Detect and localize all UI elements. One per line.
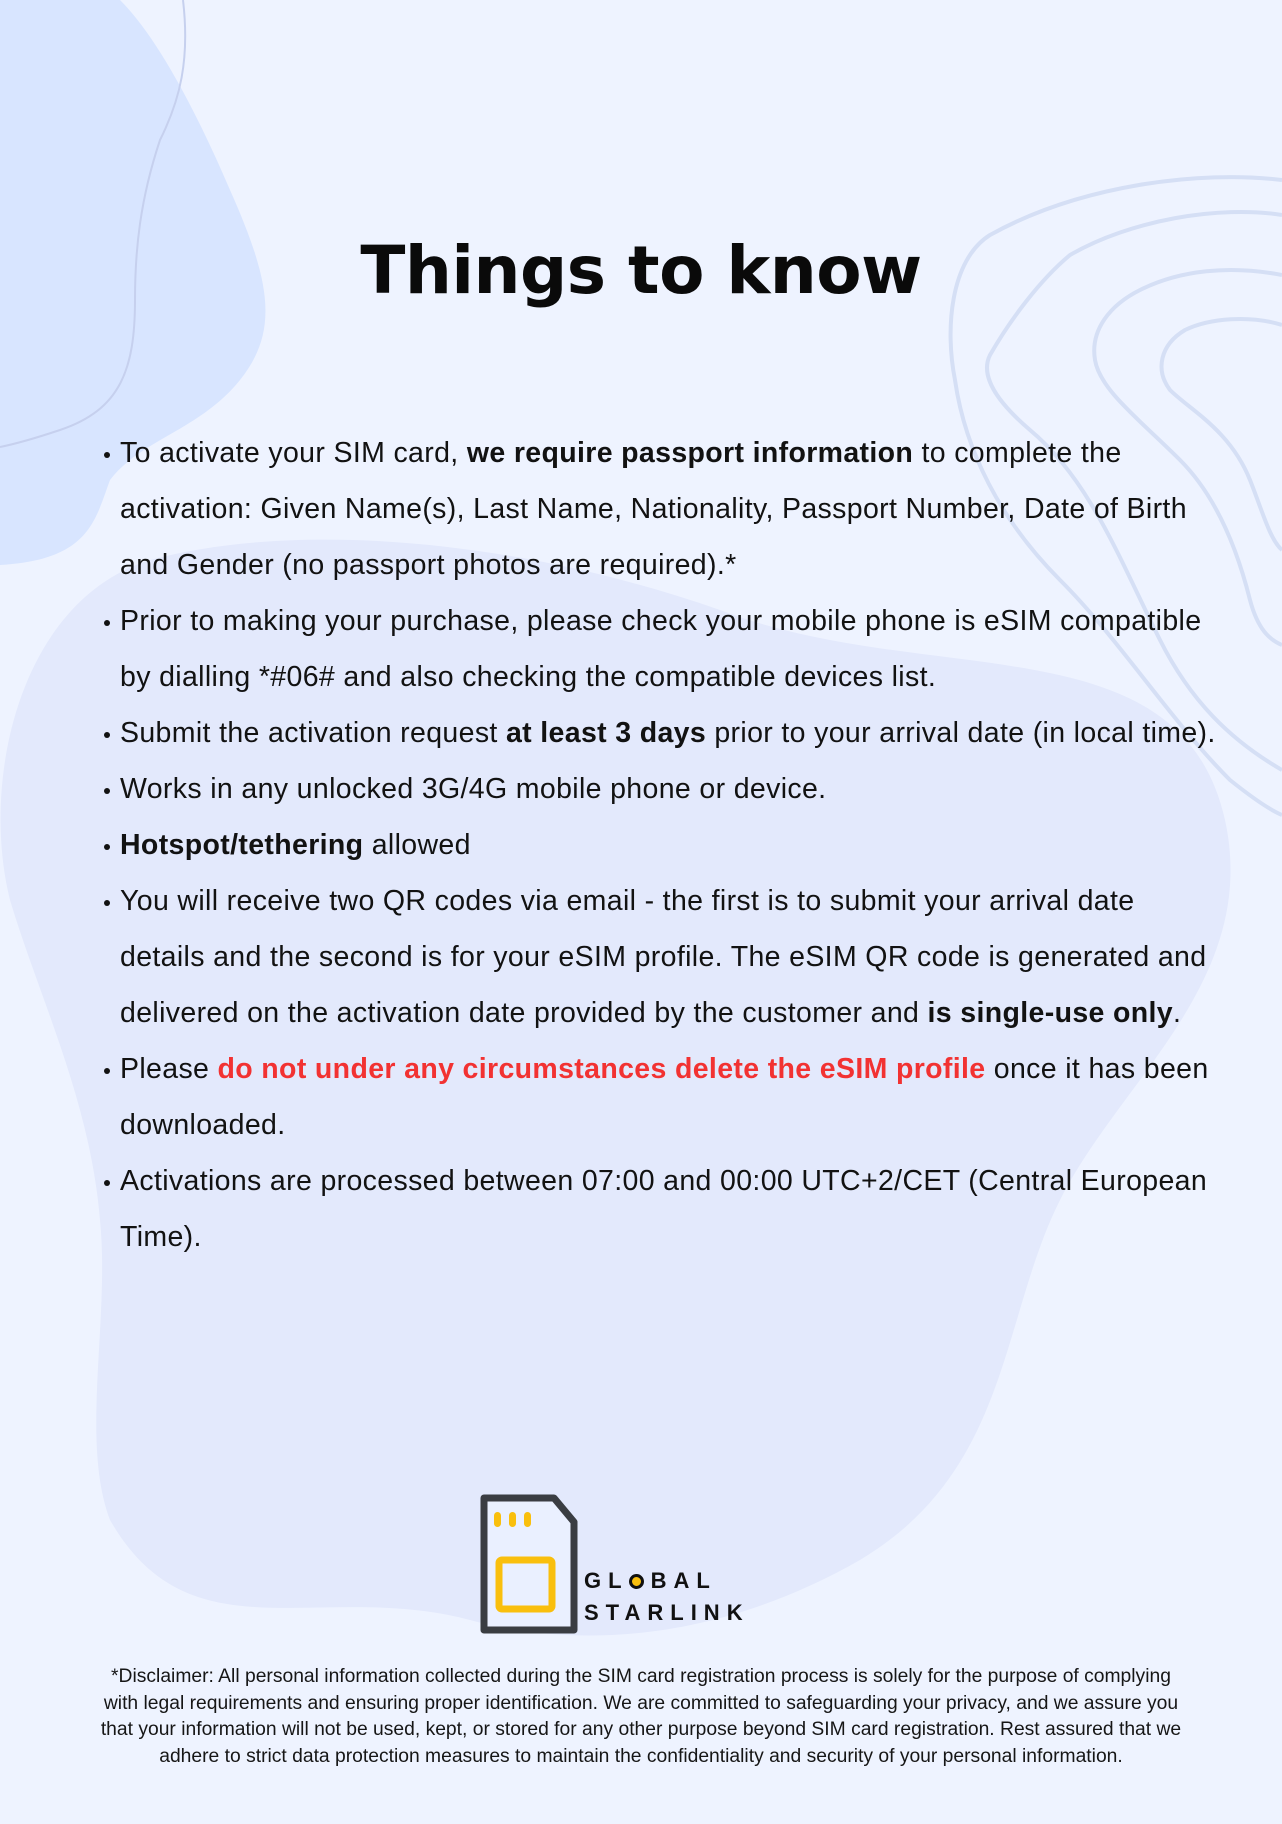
list-item [102,705,1222,761]
list-item [102,817,1222,873]
list-item [102,1153,1222,1265]
page-title: Things to know [360,232,922,309]
item-text: once it has been downloaded. [120,1053,1209,1141]
brand-logo [478,1494,748,1634]
item-text: Activations are processed between 07:00 and 00:00 UTC+2/CET (Central European Time). [120,1165,1208,1253]
item-text-bold: at least 3 days [505,717,707,749]
list-item [102,1041,1222,1153]
item-text: You will receive two QR codes via email - the first is to submit your arrival date details and the second is for your eSIM profile. The eSIM QR code is generated and delivered on the activation date provided by the customer and [120,885,1207,1029]
item-text: Prior to making your purchase, please check your mobile phone is eSIM compatible by dialling *#06# and also checking the compatible devices list. [120,605,1202,693]
logo-dot-o-icon [629,1574,644,1589]
item-text-bold: Hotspot/tethering [120,829,364,861]
info-list [102,425,1222,1265]
item-text: To activate your SIM card, [120,437,467,469]
list-item [102,593,1222,705]
logo-line-2: STARLINK [584,1600,750,1625]
logo-text-prefix: GL [584,1568,629,1593]
list-item [102,873,1222,1041]
item-text: prior to your arrival date (in local time). [706,717,1216,749]
list-item [102,761,1222,817]
item-text: allowed [363,829,471,861]
item-text: Submit the activation request [120,717,506,749]
sim-card-icon [478,1494,580,1634]
logo-text-suffix: BAL [650,1568,717,1593]
item-text-warning: do not under any circumstances delete the eSIM profile [217,1053,986,1085]
item-text: Works in any unlocked 3G/4G mobile phone or device. [120,773,827,805]
item-text: . [1172,997,1182,1029]
list-item [102,425,1222,593]
item-text: Please [120,1053,218,1085]
item-text-bold: we require passport information [466,437,914,469]
item-text-bold: is single-use only [927,997,1173,1029]
disclaimer-text: *Disclaimer: All personal information collected during the SIM card registration process is solely for the purpose of complying with legal requirements and ensuring proper identification. We are committed to safeguarding your privacy, and we assure you that your information will not be used, kept, or stored for any other purpose beyond SIM card registration. Rest assured that we adhere to strict data protection measures to maintain the confidentiality and security of your personal information. [100,1666,1182,1767]
logo-line-1 [584,1568,717,1594]
item-text: to complete the activation: Given Name(s), Last Name, Nationality, Passport Number, Date of Birth and Gender (no passport photos are required).* [120,437,1187,581]
